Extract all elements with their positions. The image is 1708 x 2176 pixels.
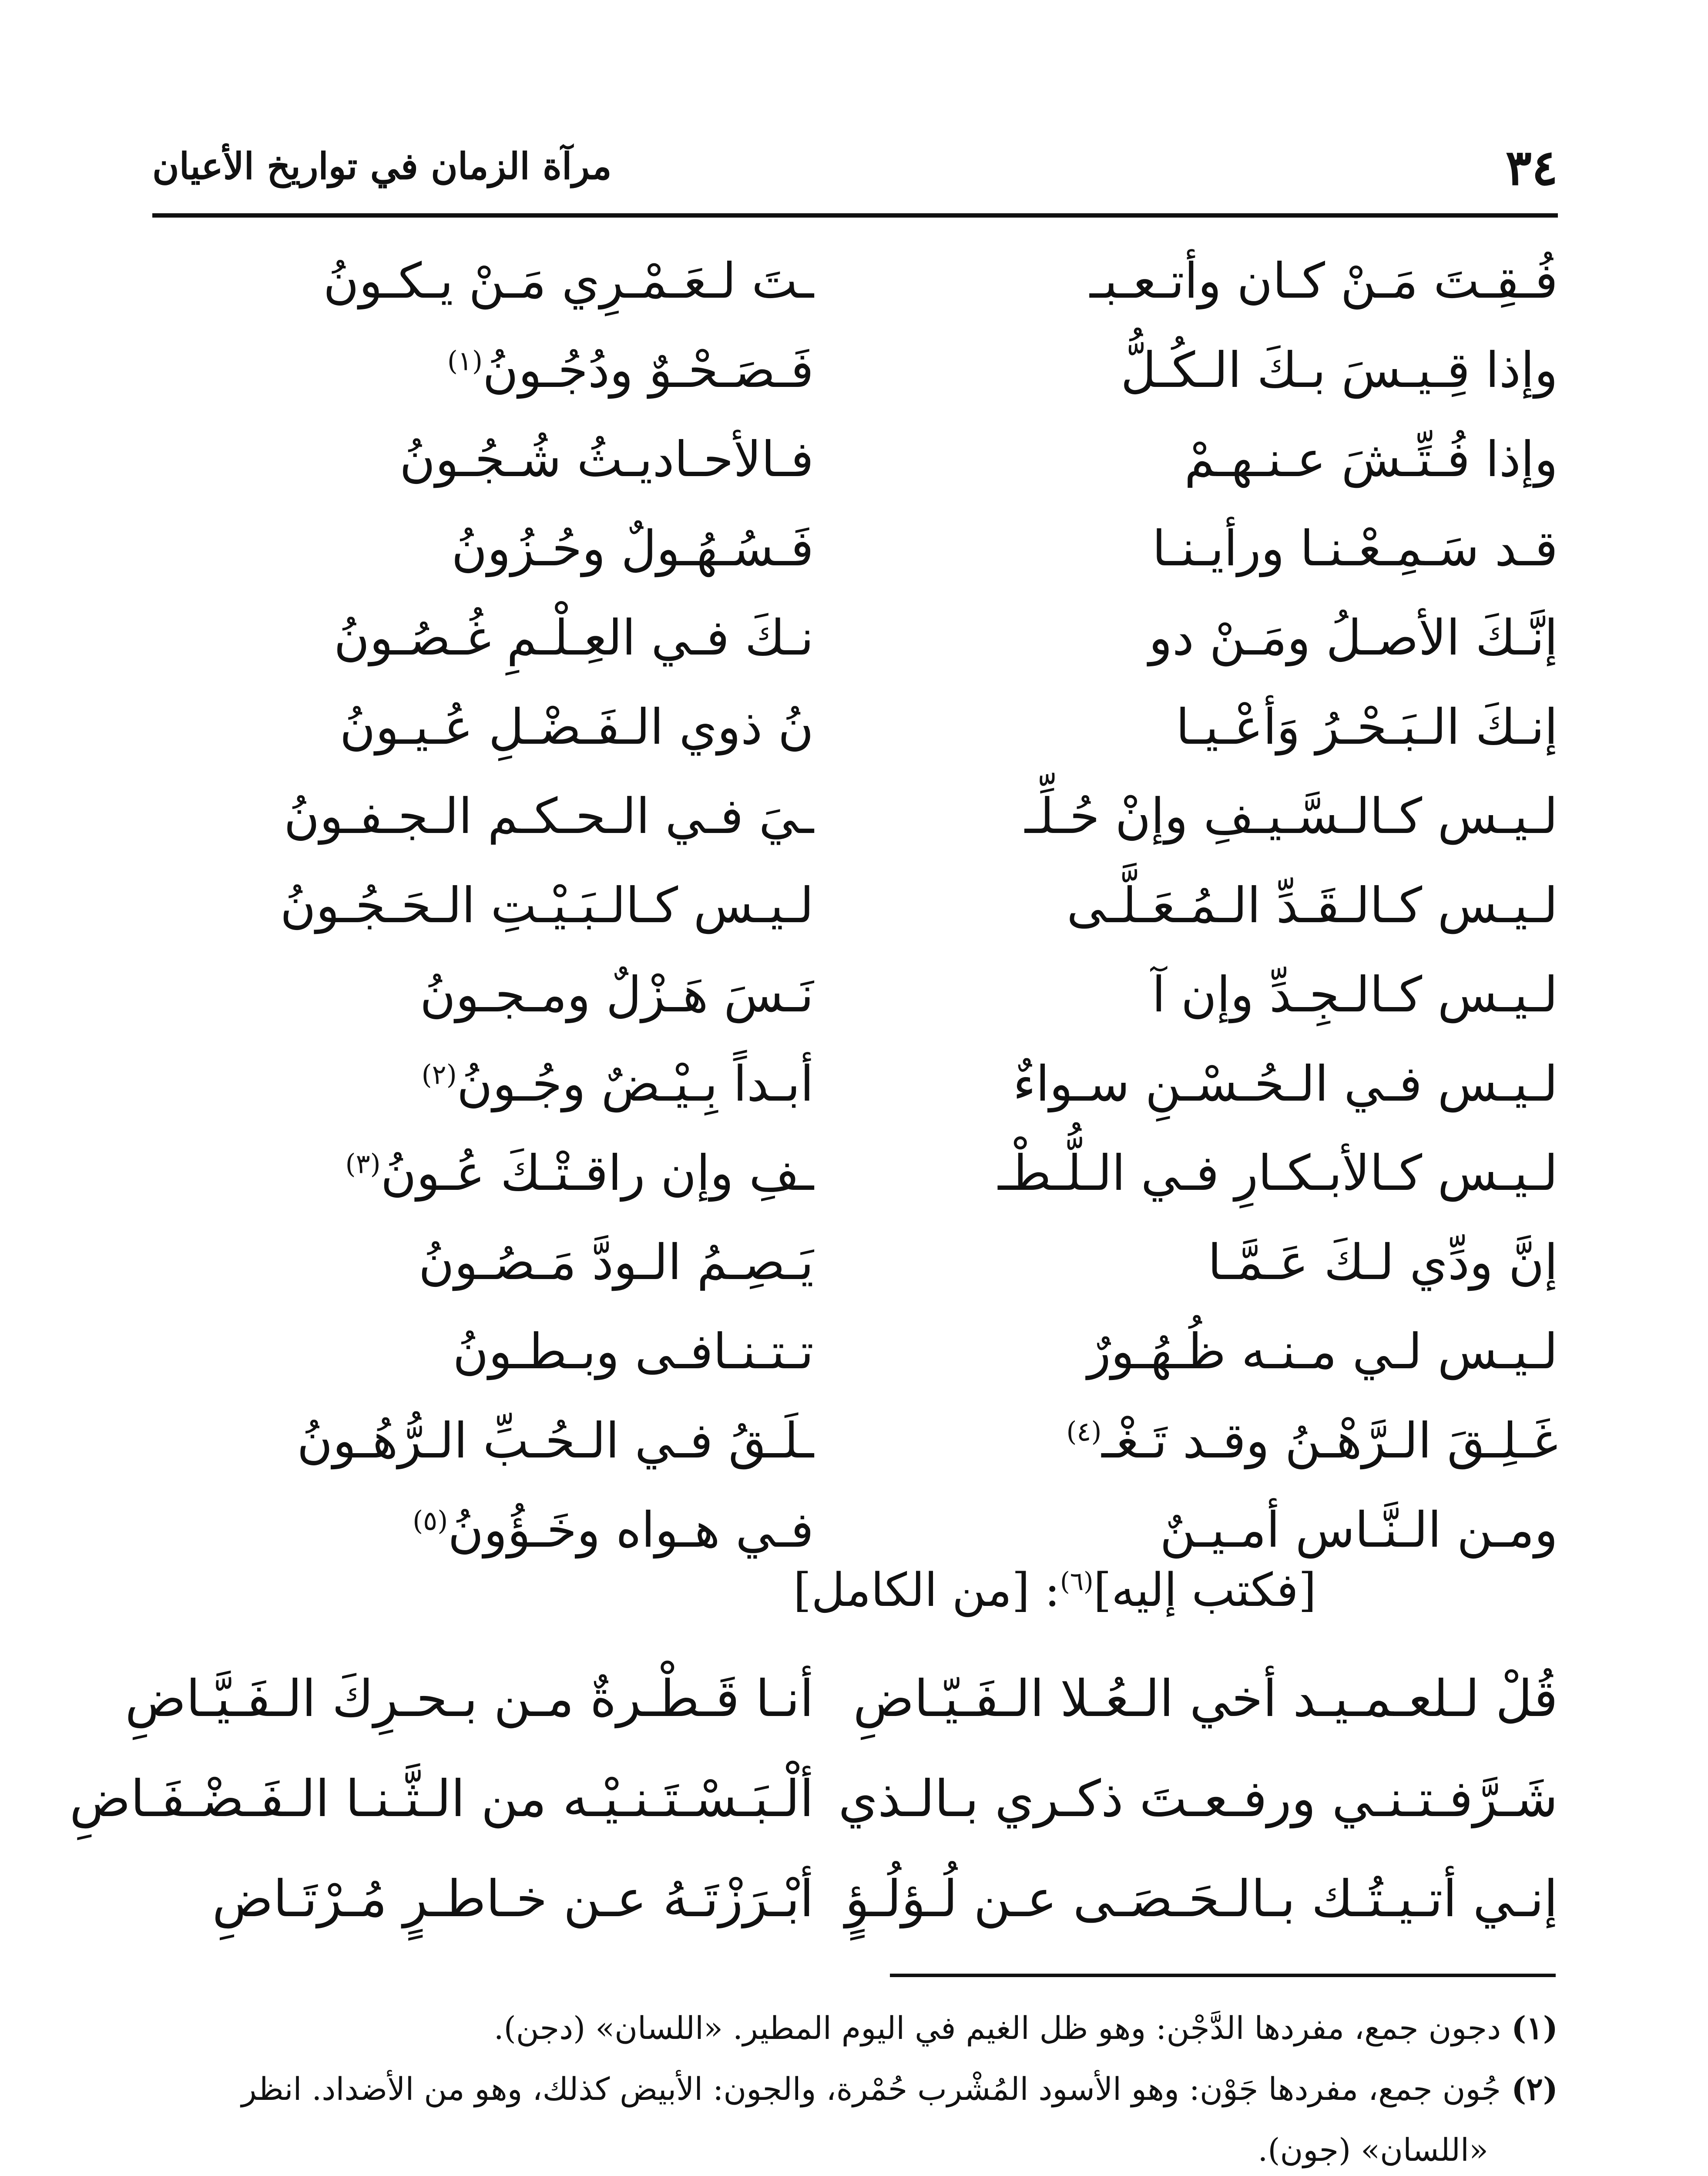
poem-intro-line <box>793 1560 1316 1620</box>
verse-second-hemistich: فَـسُـهُـولٌ وحُـزُونُ <box>451 520 814 577</box>
verse-first-hemistich: قُلْ لـلعـمـيـد أخي الـعُـلا الـفَـيّـاضِ <box>853 1669 1558 1728</box>
verse-second-hemistich: نـكَ فـي العِـلْـمِ غُـصُـونُ <box>334 610 814 666</box>
footnote-separator <box>890 1974 1556 1977</box>
verse-row <box>152 1397 1558 1486</box>
verse-second-hemistich: أبـداً بِـيْـضٌ وجُـونُ$^{(٢)}$ <box>421 1056 814 1112</box>
verse-first-hemistich: شَـرَّفـتـنـي ورفـعـتَ ذكـري بـالـذي <box>838 1770 1558 1828</box>
verse-first-hemistich: إنَّـكَ الأصـلُ ومَـنْ دو <box>1148 610 1558 666</box>
verse-row <box>125 1654 1558 1754</box>
verse-first-hemistich: لـيـس لـي مـنـه ظُـهُـورٌ <box>1087 1323 1558 1380</box>
verse-first-hemistich: إنـي أتـيـتُـك بـالـحَـصَـى عـن لُـؤلُـؤٍ <box>845 1870 1558 1928</box>
verse-first-hemistich: لـيـس كـالـجِـدِّ وإن آ <box>1152 967 1558 1023</box>
verse-row <box>152 772 1558 862</box>
verse-second-hemistich: ـلَـقُ فـي الـحُـبِّ الـرُّهُـونُ <box>297 1413 814 1469</box>
footnote-continuation: «اللسان» (جون). <box>1258 2132 1488 2168</box>
verse-second-hemistich: ـتَ لـعَـمْـرِي مَـنْ يـكـونُ <box>323 253 814 309</box>
verse-first-hemistich: لـيـس كـالـقَـدِّ الـمُـعَـلَّـى <box>1067 877 1558 934</box>
verse-first-hemistich: غَـلِـقَ الـرَّهْـنُ وقـد تَـغْـ$^{(٤)}$ <box>1066 1413 1558 1469</box>
verse-row <box>152 594 1558 683</box>
footnote <box>152 2058 1558 2176</box>
poem-majzoo-ramal <box>152 237 1558 1575</box>
verse-second-hemistich: فـالأحـاديـثُ شُـجُـونُ <box>399 431 814 488</box>
intro-text: [فكتب إليه] <box>1093 1563 1316 1617</box>
verse-row <box>152 862 1558 951</box>
verse-second-hemistich: نُ ذوي الـفَـضْـلِ عُـيـونُ <box>339 699 814 756</box>
page-header <box>152 131 1558 218</box>
verse-row <box>152 505 1558 594</box>
footnote-reference: (٢) <box>421 1059 457 1091</box>
verse-second-hemistich: ألْـبَـسْـتَـنـيْـه من الـثَّـنـا الـفَـضْـفَـاضِ <box>69 1770 814 1828</box>
verse-second-hemistich: نَـسَ هَـزْلٌ ومـجـونُ <box>419 967 814 1023</box>
verse-first-hemistich: لـيـس كـالأبـكـارِ فـي الـلُّـطْـ <box>998 1145 1558 1202</box>
running-title: مرآة الزمان في تواريخ الأعيان <box>152 144 612 188</box>
verse-second-hemistich: يَـصِـمُ الـودَّ مَـصُـونُ <box>418 1234 814 1291</box>
verse-second-hemistich: فـي هـواه وخَـؤُونُ$^{(٥)}$ <box>413 1502 814 1558</box>
footnote-reference: (٣) <box>345 1148 381 1180</box>
verse-first-hemistich: وإذا فُـتِّـشَ عـنـهـمْ <box>1184 431 1558 488</box>
verse-first-hemistich: قـد سَـمِـعْـنـا ورأيـنـا <box>1152 520 1558 577</box>
verse-row <box>152 1040 1558 1129</box>
footnote-text: جُون جمع، مفردها جَوْن: وهو الأسود المُشْرب حُمْرة، والجون: الأبيض كذلك، وهو من الأضداد. انظر <box>241 2071 1501 2107</box>
verse-second-hemistich: تـتـنـافـى وبـطـونُ <box>453 1323 814 1380</box>
footnote-reference: (١) <box>447 345 483 377</box>
verse-row <box>152 416 1558 505</box>
verse-row <box>152 1308 1558 1397</box>
verse-row <box>152 683 1558 772</box>
verse-first-hemistich: فُـقِـتَ مَـنْ كـان وأتـعـبـ <box>1090 253 1558 309</box>
verse-second-hemistich: فَـصَـحْـوٌ ودُجُـونُ$^{(١)}$ <box>447 342 814 399</box>
verse-row <box>152 237 1558 326</box>
footnote-reference: (٥) <box>413 1505 448 1537</box>
footnote-reference: (٦) <box>1060 1566 1094 1596</box>
verse-first-hemistich: لـيـس فـي الـحُـسْـنِ سـواءٌ <box>1013 1056 1558 1112</box>
footnote-reference: (٤) <box>1066 1416 1102 1447</box>
meter-label: : [من الكامل] <box>793 1563 1060 1617</box>
verse-first-hemistich: ومـن الـنَّـاس أمـيـنٌ <box>1160 1502 1558 1558</box>
verse-first-hemistich: إنَّ ودِّي لـكَ عَـمَّـا <box>1208 1234 1558 1291</box>
footnote-line <box>152 2058 1558 2119</box>
footnote-marker: (١) <box>1511 2009 1558 2046</box>
verse-first-hemistich: وإذا قِـيـسَ بـكَ الـكُـلُّ <box>1121 342 1558 399</box>
footnotes <box>152 1998 1558 2176</box>
verse-second-hemistich: ـيَ فـي الـحـكـم الـجـفـونُ <box>284 788 814 845</box>
verse-row <box>69 1754 1558 1854</box>
verse-second-hemistich: أبْـرَزْتَـهُ عـن خـاطـرٍ مُـرْتَـاضِ <box>212 1870 814 1928</box>
verse-first-hemistich: لـيـس كـالـسَّـيـفِ وإنْ حُـلِّـ <box>1025 788 1558 845</box>
footnote-marker: (٢) <box>1511 2070 1558 2107</box>
verse-row <box>152 1219 1558 1308</box>
footnote <box>152 1998 1558 2058</box>
poem-kamil <box>69 1654 1558 1954</box>
page-number: ٣٤ <box>1505 139 1558 196</box>
verse-row <box>152 1129 1558 1219</box>
verse-first-hemistich: إنـكَ الـبَـحْـرُ وَأعْـيـا <box>1176 699 1558 756</box>
verse-row <box>152 326 1558 416</box>
verse-row <box>152 1854 1558 1954</box>
verse-row <box>152 951 1558 1040</box>
footnote-text: دجون جمع، مفردها الدَّجْن: وهو ظل الغيم في اليوم المطير. «اللسان» (دجن). <box>493 2010 1501 2046</box>
verse-second-hemistich: أنـا قَـطْـرةٌ مـن بـحـرِكَ الـفَـيَّـاضِ <box>125 1669 814 1728</box>
verse-second-hemistich: لـيـس كـالـبَـيْـتِ الـحَـجُـونُ <box>280 877 814 934</box>
verse-second-hemistich: ـفِ وإن راقـتْـكَ عُـونُ$^{(٣)}$ <box>345 1145 814 1202</box>
header-rule <box>152 213 1558 218</box>
